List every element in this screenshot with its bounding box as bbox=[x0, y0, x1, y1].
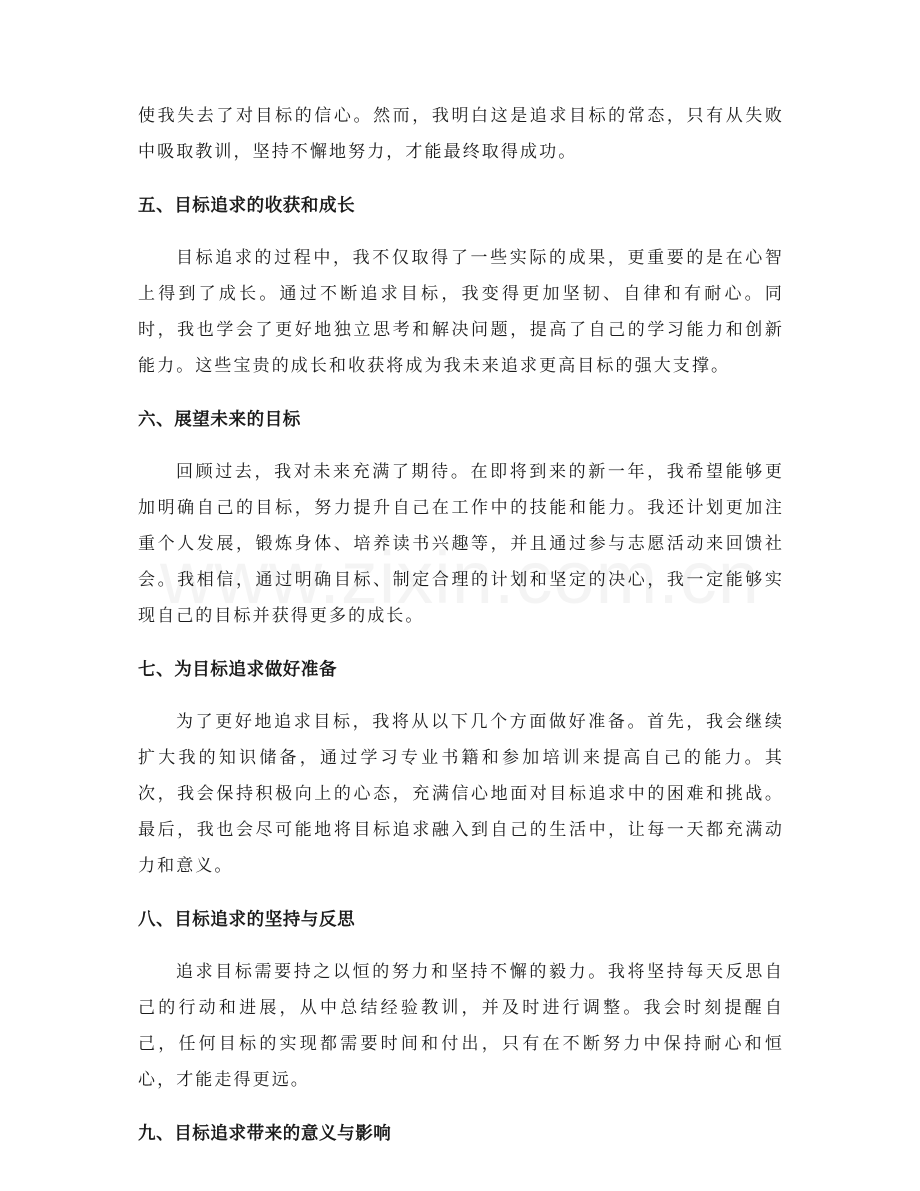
section-heading: 六、展望未来的目标 bbox=[138, 410, 301, 430]
section-paragraph: 追求目标需要持之以恒的努力和坚持不懈的毅力。我将坚持每天反思自己的行动和进展，从中总结经验教训，并及时进行调整。我会时刻提醒自己，任何目标的实现都需要时间和付出，只有在不断努力中保持耐心和恒心，才能走得更远。 bbox=[138, 962, 784, 1090]
section-heading: 八、目标追求的坚持与反思 bbox=[138, 910, 356, 930]
section-heading: 九、目标追求带来的意义与影响 bbox=[138, 1124, 392, 1144]
document-body bbox=[138, 98, 784, 1168]
section-heading: 五、目标追求的收获和成长 bbox=[138, 196, 356, 216]
section-9 bbox=[138, 1116, 784, 1152]
section-paragraph: 回顾过去，我对未来充满了期待。在即将到来的新一年，我希望能够更加明确自己的目标，努力提升自己在工作中的技能和能力。我还计划更加注重个人发展，锻炼身体、培养读书兴趣等，并且通过参与志愿活动来回馈社会。我相信，通过明确目标、制定合理的计划和坚定的决心，我一定能够实现自己的目标并获得更多的成长。 bbox=[138, 462, 784, 626]
opening-paragraph: 使我失去了对目标的信心。然而，我明白这是追求目标的常态，只有从失败中吸取教训，坚持不懈地努力，才能最终取得成功。 bbox=[138, 106, 784, 162]
section-8 bbox=[138, 902, 784, 1098]
section-6 bbox=[138, 402, 784, 634]
section-7 bbox=[138, 652, 784, 884]
section-paragraph: 目标追求的过程中，我不仅取得了一些实际的成果，更重要的是在心智上得到了成长。通过不断追求目标，我变得更加坚韧、自律和有耐心。同时，我也学会了更好地独立思考和解决问题，提高了自己的学习能力和创新能力。这些宝贵的成长和收获将成为我未来追求更高目标的强大支撑。 bbox=[138, 248, 784, 376]
section-heading: 七、为目标追求做好准备 bbox=[138, 660, 338, 680]
section-5 bbox=[138, 188, 784, 384]
section-paragraph: 为了更好地追求目标，我将从以下几个方面做好准备。首先，我会继续扩大我的知识储备，通过学习专业书籍和参加培训来提高自己的能力。其次，我会保持积极向上的心态，充满信心地面对目标追求中的困难和挑战。最后，我也会尽可能地将目标追求融入到自己的生活中，让每一天都充满动力和意义。 bbox=[138, 712, 784, 876]
